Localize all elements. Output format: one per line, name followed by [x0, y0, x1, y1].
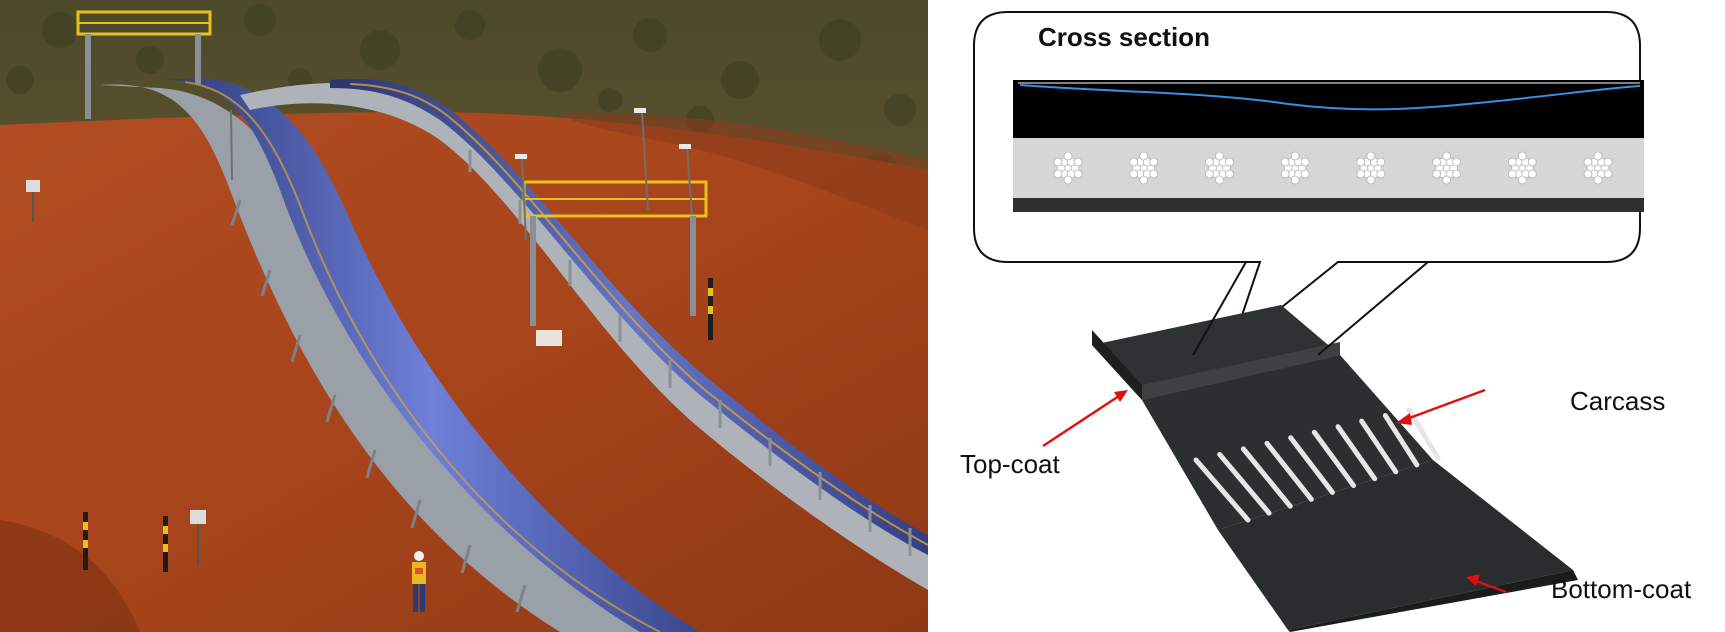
top-coat-layer	[1013, 80, 1644, 138]
top-coat-label: Top-coat	[960, 449, 1060, 479]
cross-section-graphic	[1013, 80, 1644, 212]
callout-pointer-right	[1318, 262, 1428, 355]
belt-diagram	[928, 0, 1725, 632]
carcass-layer	[1013, 138, 1644, 198]
bottom-coat-label: Bottom-coat	[1551, 574, 1692, 604]
top-coat-arrow	[1043, 390, 1128, 446]
carcass-label: Carcass	[1570, 386, 1666, 416]
bottom-coat-layer	[1013, 198, 1644, 212]
callout-title: Cross section	[1038, 22, 1210, 52]
carcass-arrow	[1396, 390, 1485, 425]
belt-3d	[1092, 305, 1578, 632]
